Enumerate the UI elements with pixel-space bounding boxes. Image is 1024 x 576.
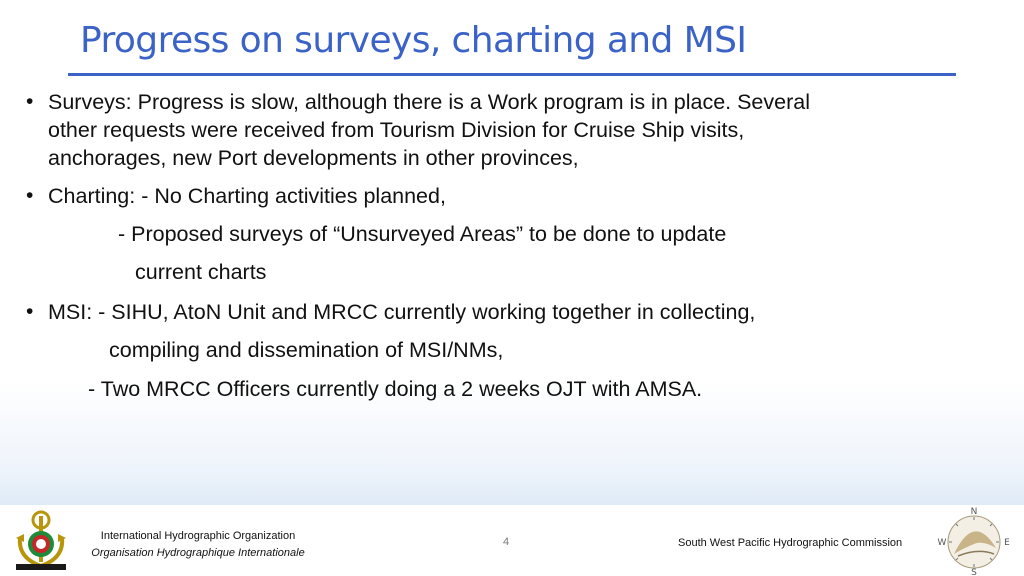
footer-commission: South West Pacific Hydrographic Commission [678, 537, 903, 549]
msi-line-1: MSI: - SIHU, AtoN Unit and MRCC currently working together in collecting, [48, 300, 756, 324]
msi-line-2: compiling and dissemination of MSI/NMs, [109, 338, 504, 362]
bullet-dot: • [26, 90, 34, 113]
iho-logo-icon [12, 508, 70, 572]
charting-line-3: current charts [135, 260, 267, 284]
slide-title: Progress on surveys, charting and MSI [80, 20, 747, 61]
page-number: 4 [503, 536, 510, 548]
swphc-logo-icon [934, 504, 1014, 576]
charting-line-1: Charting: - No Charting activities planned, [48, 184, 446, 208]
surveys-line-1: Surveys: Progress is slow, although there is a Work program is in place. Several [48, 90, 810, 114]
msi-line-3: - Two MRCC Officers currently doing a 2 weeks OJT with AMSA. [88, 377, 703, 401]
compass-w: W [937, 538, 947, 548]
compass-n: N [970, 507, 978, 517]
compass-s: S [971, 568, 977, 576]
org-name-en: International Hydrographic Organization [100, 530, 296, 542]
surveys-line-2: other requests were received from Tourism Division for Cruise Ship visits, [48, 118, 745, 142]
bullet-dot: • [26, 300, 34, 323]
charting-line-2: - Proposed surveys of “Unsurveyed Areas” to be done to update [118, 222, 727, 246]
org-name-fr: Organisation Hydrographique Internationale [91, 547, 305, 559]
title-underline [68, 73, 956, 76]
surveys-line-3: anchorages, new Port developments in other provinces, [48, 146, 579, 170]
compass-e: E [1004, 538, 1010, 548]
bullet-dot: • [26, 184, 34, 207]
footer-organization [78, 528, 318, 562]
